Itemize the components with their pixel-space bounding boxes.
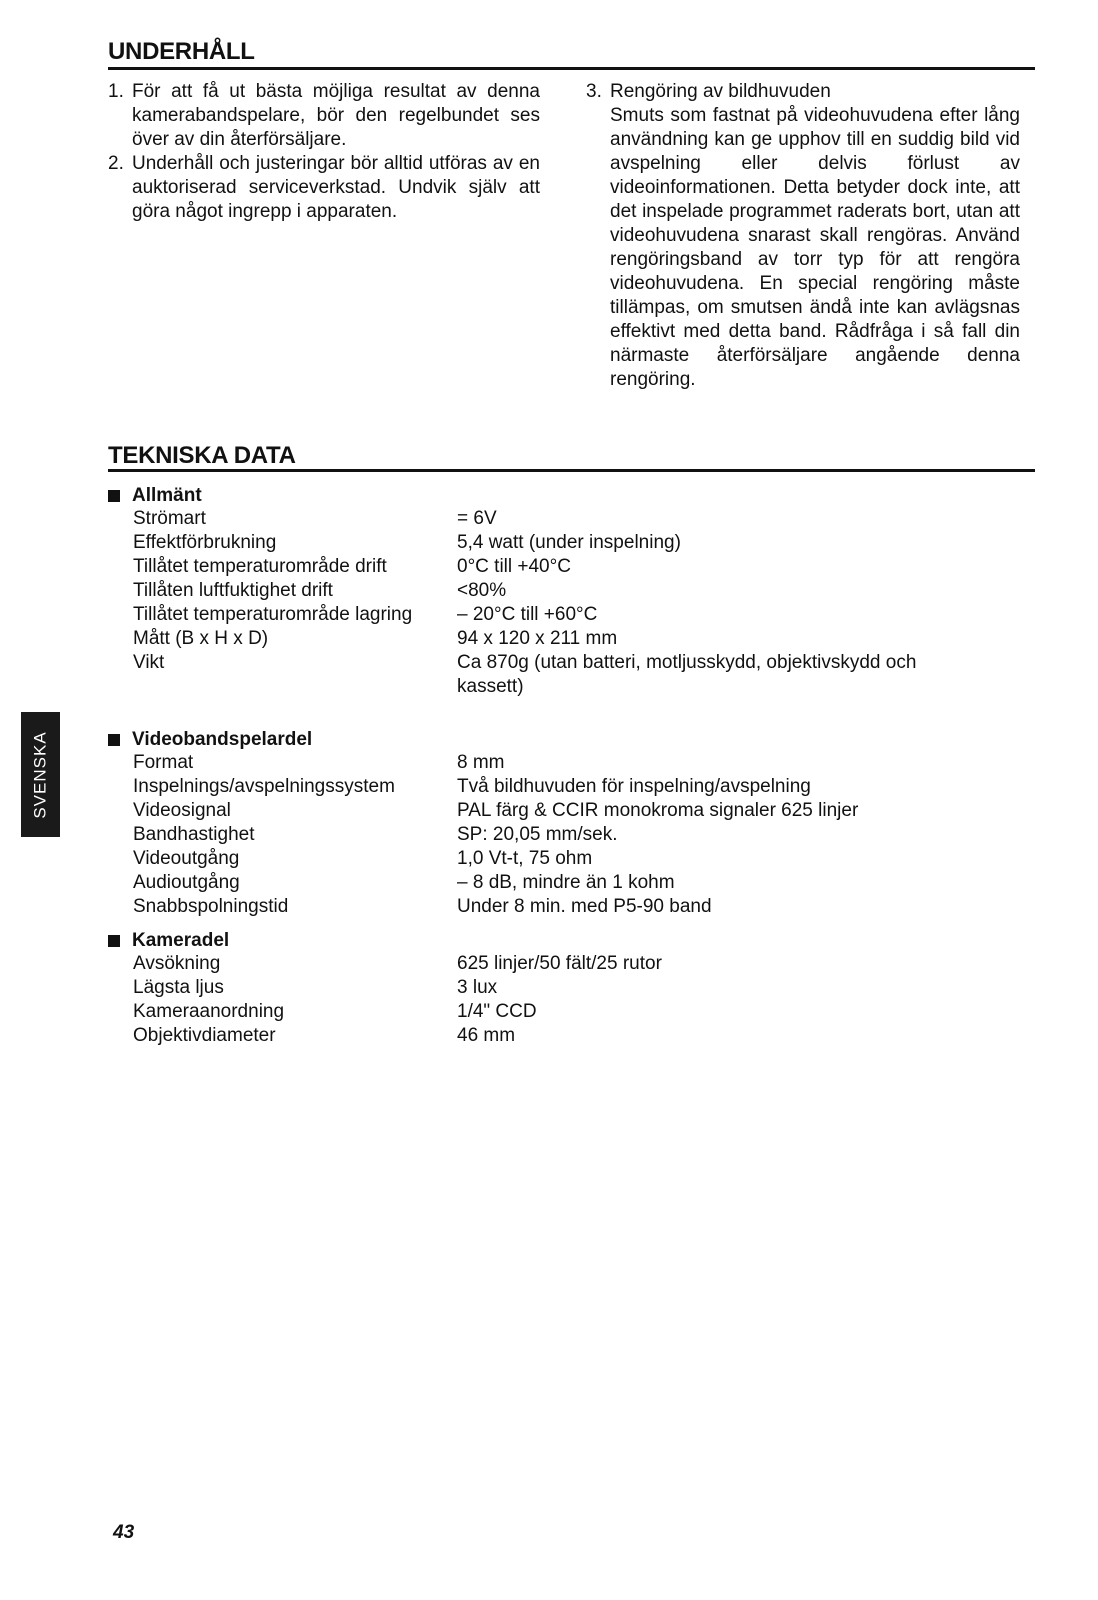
general-category	[108, 484, 202, 508]
bullet-square-icon	[108, 490, 120, 502]
spec-row	[133, 555, 1033, 579]
spec-row	[133, 1024, 1033, 1048]
spec-value: – 20°C till +60°C	[457, 604, 598, 625]
item-number: 3.	[586, 81, 602, 102]
spec-row	[133, 531, 1033, 555]
spec-value: 94 x 120 x 211 mm	[457, 628, 618, 649]
item-text: För att få ut bästa möjliga resultat av denna kamerabandspelare, bör den regelbundet ses över av din återförsäljare.	[132, 81, 540, 150]
spec-value: Ca 870g (utan batteri, motljusskydd, objektivskydd och kassett)	[457, 652, 917, 697]
spec-value: 1,0 Vt-t, 75 ohm	[457, 848, 593, 869]
spec-row	[133, 507, 1033, 531]
spec-row	[133, 847, 1033, 871]
spec-row	[133, 651, 1033, 699]
spec-label: Format	[133, 752, 194, 773]
item-body: Smuts som fastnat på videohuvudena efter lång användning kan ge upphov till en suddig bild vid avspelning eller delvis förlust av videoinformationen. Detta betyder dock inte, att det inspelade programmet raderats bort, utan att videohuvudena snarast skall rengöras. Använd rengöringsband av torr typ för att rengöra videohuvudena. En special rengöring måste tillämpas, om smutsen ändå inte kan avlägsnas effektivt med detta band. Rådfråga i så fall din närmaste återförsäljare angående denna rengöring.	[610, 105, 1020, 390]
spec-value: 3 lux	[457, 977, 498, 998]
list-item	[108, 152, 540, 224]
spec-label: Inspelnings/avspelningssystem	[133, 776, 395, 797]
spec-value: 0°C till +40°C	[457, 556, 571, 577]
spec-label: Vikt	[133, 652, 165, 673]
spec-value: 625 linjer/50 fält/25 rutor	[457, 953, 662, 974]
item-number: 2.	[108, 153, 124, 174]
spec-label: Lägsta ljus	[133, 977, 224, 998]
maintenance-list	[108, 80, 540, 224]
category-title: Allmänt	[132, 485, 202, 506]
language-label: SVENSKA	[30, 730, 50, 819]
spec-label: Mått (B x H x D)	[133, 628, 269, 649]
spec-label: Tillåten luftfuktighet drift	[133, 580, 333, 601]
spec-label: Effektförbrukning	[133, 532, 277, 553]
spec-label: Avsökning	[133, 953, 221, 974]
spec-value: 1/4" CCD	[457, 1001, 537, 1022]
specs-rule	[108, 469, 1035, 472]
item-title: Rengöring av bildhuvuden	[610, 81, 831, 102]
spec-value: PAL färg & CCIR monokroma signaler 625 linjer	[457, 800, 859, 821]
spec-row	[133, 799, 1033, 823]
category-title: Videobandspelardel	[132, 729, 313, 750]
bullet-square-icon	[108, 734, 120, 746]
bullet-square-icon	[108, 935, 120, 947]
specs-heading: TEKNISKA DATA	[108, 442, 296, 469]
spec-label: Videoutgång	[133, 848, 240, 869]
spec-row	[133, 895, 1033, 919]
spec-label: Tillåtet temperaturområde lagring	[133, 604, 413, 625]
spec-label: Videosignal	[133, 800, 231, 821]
spec-row	[133, 627, 1033, 651]
spec-label: Snabbspolningstid	[133, 896, 289, 917]
video-category	[108, 728, 312, 752]
spec-row	[133, 976, 1033, 1000]
spec-value: 8 mm	[457, 752, 505, 773]
spec-row	[133, 579, 1033, 603]
item-text: Underhåll och justeringar bör alltid utföras av en auktoriserad serviceverkstad. Undvik själv att göra något ingrepp i apparaten.	[132, 153, 540, 222]
spec-row	[133, 952, 1033, 976]
page-number: 43	[113, 1522, 135, 1543]
spec-value: – 8 dB, mindre än 1 kohm	[457, 872, 675, 893]
spec-value: 5,4 watt (under inspelning)	[457, 532, 681, 553]
maintenance-heading: UNDERHÅLL	[108, 38, 255, 65]
spec-row	[133, 603, 1033, 627]
spec-label: Kameraanordning	[133, 1001, 285, 1022]
spec-label: Strömart	[133, 508, 206, 529]
spec-label: Audioutgång	[133, 872, 240, 893]
spec-row	[133, 775, 1033, 799]
camera-category	[108, 929, 229, 953]
spec-row	[133, 1000, 1033, 1024]
camera-spec-table	[133, 952, 1033, 1048]
spec-row	[133, 871, 1033, 895]
category-title: Kameradel	[132, 930, 230, 951]
spec-label: Tillåtet temperaturområde drift	[133, 556, 387, 577]
language-side-tab	[21, 712, 60, 837]
spec-value: Under 8 min. med P5-90 band	[457, 896, 712, 917]
video-spec-table	[133, 751, 1033, 919]
spec-row	[133, 751, 1033, 775]
spec-value: Två bildhuvuden för inspelning/avspelning	[457, 776, 811, 797]
maintenance-item-3	[586, 80, 1020, 392]
spec-value: = 6V	[457, 508, 497, 529]
maintenance-rule	[108, 67, 1035, 70]
general-spec-table	[133, 507, 1033, 699]
spec-row	[133, 823, 1033, 847]
spec-value: 46 mm	[457, 1025, 516, 1046]
list-item	[108, 80, 540, 152]
spec-label: Objektivdiameter	[133, 1025, 276, 1046]
spec-value: SP: 20,05 mm/sek.	[457, 824, 618, 845]
item-number: 1.	[108, 81, 124, 102]
spec-label: Bandhastighet	[133, 824, 255, 845]
spec-value: <80%	[457, 580, 507, 601]
